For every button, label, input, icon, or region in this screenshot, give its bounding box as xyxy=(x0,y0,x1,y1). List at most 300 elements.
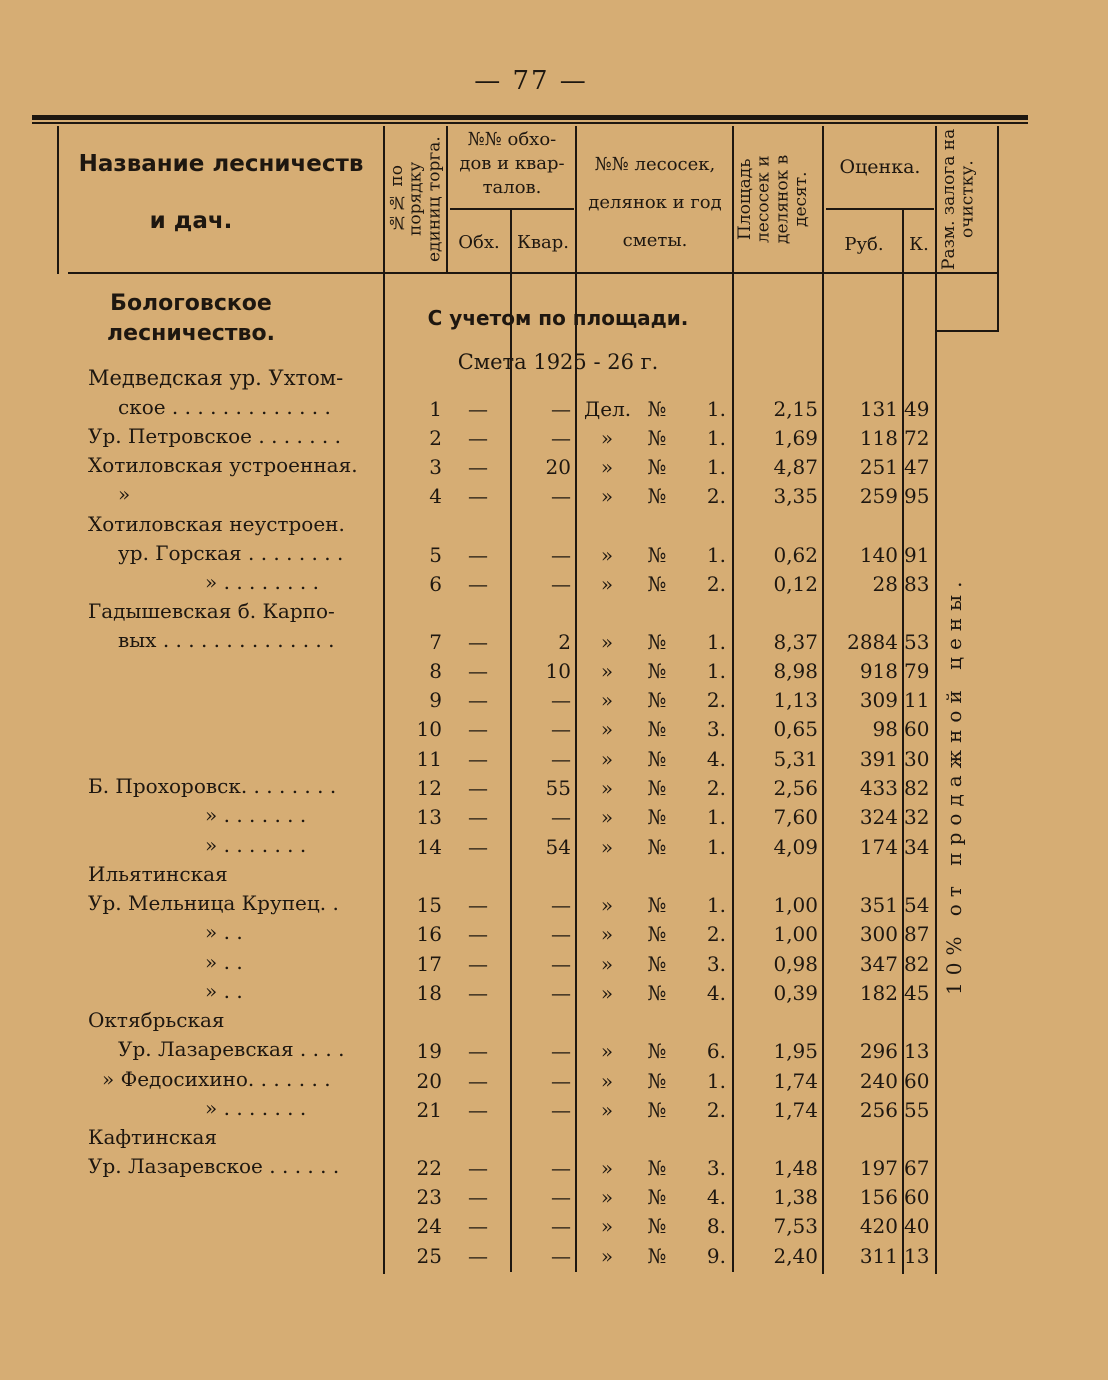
row-number: 13 xyxy=(416,805,442,829)
row-number: 5 xyxy=(429,543,442,567)
name-text: ур. Горская xyxy=(118,541,242,565)
round-number: — xyxy=(468,981,488,1005)
number-sign: № xyxy=(647,659,667,683)
round-number: — xyxy=(468,922,488,946)
rubles-value: 2884 xyxy=(847,630,898,654)
quarter-number: — xyxy=(551,981,571,1005)
rubles-value: 197 xyxy=(859,1156,898,1180)
table-row xyxy=(0,424,1108,453)
subheader-line-estimate xyxy=(826,208,934,210)
quarter-number: — xyxy=(551,572,571,596)
row-number: 24 xyxy=(416,1214,442,1238)
number-sign: № xyxy=(647,776,667,800)
row-number: 6 xyxy=(429,572,442,596)
lot-type: » xyxy=(600,776,614,800)
name-text: » xyxy=(205,920,218,944)
round-number: — xyxy=(468,952,488,976)
row-number: 23 xyxy=(416,1185,442,1209)
lot-number: 2. xyxy=(706,776,726,800)
lot-type: » xyxy=(600,426,614,450)
kopecks-value: 34 xyxy=(904,835,930,859)
section-title-line2: лесничество. xyxy=(107,321,275,346)
leader-dots: . . . . . . . . xyxy=(217,570,319,594)
table-row xyxy=(0,1096,1108,1125)
kopecks-value: 67 xyxy=(904,1156,930,1180)
rubles-value: 420 xyxy=(859,1214,898,1238)
rubles-value: 240 xyxy=(859,1069,898,1093)
deposit-note: 10% от продажной цены. xyxy=(942,574,966,996)
lot-number: 1. xyxy=(706,1069,726,1093)
name-text: ское xyxy=(118,395,166,419)
round-number: — xyxy=(468,1156,488,1180)
kopecks-value: 72 xyxy=(904,426,930,450)
kopecks-value: 32 xyxy=(904,805,930,829)
lot-number: 4. xyxy=(706,1185,726,1209)
table-row xyxy=(0,1212,1108,1241)
row-number: 11 xyxy=(416,747,442,771)
area-value: 1,69 xyxy=(773,426,818,450)
quarter-number: — xyxy=(551,1244,571,1268)
kopecks-value: 95 xyxy=(904,484,930,508)
row-number: 12 xyxy=(416,776,442,800)
lot-type: » xyxy=(600,659,614,683)
round-number: — xyxy=(468,835,488,859)
lot-number: 1. xyxy=(706,455,726,479)
section-divider xyxy=(936,330,998,332)
kopecks-value: 60 xyxy=(904,1069,930,1093)
round-number: — xyxy=(468,659,488,683)
row-number: 3 xyxy=(429,455,442,479)
rubles-value: 28 xyxy=(872,572,898,596)
lot-type: » xyxy=(600,688,614,712)
lot-number: 8. xyxy=(706,1214,726,1238)
quarter-number: — xyxy=(551,1098,571,1122)
round-number: — xyxy=(468,397,488,421)
round-number: — xyxy=(468,543,488,567)
header-rounds-line3: талов. xyxy=(482,177,542,198)
kopecks-value: 54 xyxy=(904,893,930,917)
lot-type: » xyxy=(600,1069,614,1093)
kopecks-value: 45 xyxy=(904,981,930,1005)
area-value: 3,35 xyxy=(773,484,818,508)
number-sign: № xyxy=(647,1098,667,1122)
rubles-value: 256 xyxy=(859,1098,898,1122)
header-kop: К. xyxy=(909,234,929,255)
name-text: вых xyxy=(118,628,157,652)
lot-number: 3. xyxy=(706,717,726,741)
leader-dots: . . . . . . xyxy=(262,1154,340,1178)
rubles-value: 309 xyxy=(859,688,898,712)
lot-type: » xyxy=(600,630,614,654)
area-value: 7,53 xyxy=(773,1214,818,1238)
lot-type: » xyxy=(600,835,614,859)
leader-dots: . xyxy=(326,891,339,915)
kopecks-value: 82 xyxy=(904,776,930,800)
col-divider-right xyxy=(997,126,999,332)
name-text: Ур. Мельница Крупец. xyxy=(88,891,327,915)
name-text: » xyxy=(205,979,218,1003)
round-number: — xyxy=(468,1185,488,1209)
number-sign: № xyxy=(647,455,667,479)
lot-number: 3. xyxy=(706,952,726,976)
row-number: 19 xyxy=(416,1039,442,1063)
rubles-value: 296 xyxy=(859,1039,898,1063)
quarter-number: — xyxy=(551,952,571,976)
kopecks-value: 13 xyxy=(904,1039,930,1063)
name-label: Октябрьская xyxy=(88,1008,225,1032)
kopecks-value: 55 xyxy=(904,1098,930,1122)
header-rounds xyxy=(450,128,574,200)
quarter-number: — xyxy=(551,893,571,917)
lot-type: » xyxy=(600,543,614,567)
lot-number: 2. xyxy=(706,922,726,946)
round-number: — xyxy=(468,1214,488,1238)
leader-dots: . . . . . . . . . . . . . . xyxy=(156,628,335,652)
row-number: 16 xyxy=(416,922,442,946)
area-value: 8,98 xyxy=(773,659,818,683)
area-value: 7,60 xyxy=(773,805,818,829)
number-sign: № xyxy=(647,922,667,946)
kopecks-value: 40 xyxy=(904,1214,930,1238)
area-value: 4,09 xyxy=(773,835,818,859)
header-obh: Обх. xyxy=(458,232,500,253)
rubles-value: 156 xyxy=(859,1185,898,1209)
leader-dots: . . . . . . . . xyxy=(241,541,344,565)
table-row xyxy=(0,395,1108,424)
name-text: Ур. Лазаревское xyxy=(88,1154,263,1178)
round-number: — xyxy=(468,630,488,654)
lot-number: 2. xyxy=(706,688,726,712)
lot-type: » xyxy=(600,805,614,829)
kopecks-value: 83 xyxy=(904,572,930,596)
kopecks-value: 53 xyxy=(904,630,930,654)
lot-number: 3. xyxy=(706,1156,726,1180)
row-number: 7 xyxy=(429,630,442,654)
quarter-number: — xyxy=(551,717,571,741)
number-sign: № xyxy=(647,484,667,508)
round-number: — xyxy=(468,1069,488,1093)
round-number: — xyxy=(468,805,488,829)
number-sign: № xyxy=(647,426,667,450)
rubles-value: 324 xyxy=(859,805,898,829)
lot-number: 9. xyxy=(706,1244,726,1268)
row-number: 22 xyxy=(416,1156,442,1180)
round-number: — xyxy=(468,1098,488,1122)
area-value: 1,95 xyxy=(773,1039,818,1063)
round-number: — xyxy=(468,455,488,479)
quarter-number: — xyxy=(551,426,571,450)
quarter-number: — xyxy=(551,922,571,946)
round-number: — xyxy=(468,572,488,596)
header-bottom-rule xyxy=(68,272,998,274)
quarter-number: 2 xyxy=(558,630,571,654)
leader-dots: . . . . . . . xyxy=(247,774,337,798)
lot-number: 2. xyxy=(706,572,726,596)
number-sign: № xyxy=(647,1039,667,1063)
area-value: 1,13 xyxy=(773,688,818,712)
leader-dots: . . . . . . . xyxy=(217,1096,307,1120)
lot-type: » xyxy=(600,1039,614,1063)
lot-type: Дел. xyxy=(584,397,632,421)
name-label: Хотиловская устроенная. xyxy=(88,453,358,477)
kopecks-value: 79 xyxy=(904,659,930,683)
row-number: 1 xyxy=(429,397,442,421)
rubles-value: 140 xyxy=(859,543,898,567)
number-sign: № xyxy=(647,630,667,654)
section-subtitle: С учетом по площади. xyxy=(427,306,689,330)
rubles-value: 433 xyxy=(859,776,898,800)
lot-type: » xyxy=(600,952,614,976)
number-sign: № xyxy=(647,1185,667,1209)
kopecks-value: 60 xyxy=(904,717,930,741)
row-number: 25 xyxy=(416,1244,442,1268)
number-sign: № xyxy=(647,1156,667,1180)
round-number: — xyxy=(468,747,488,771)
number-sign: № xyxy=(647,397,667,421)
lot-number: 4. xyxy=(706,747,726,771)
kopecks-value: 60 xyxy=(904,1185,930,1209)
number-sign: № xyxy=(647,981,667,1005)
lot-number: 1. xyxy=(706,543,726,567)
number-sign: № xyxy=(647,1069,667,1093)
number-sign: № xyxy=(647,717,667,741)
lot-type: » xyxy=(600,981,614,1005)
lot-type: » xyxy=(600,484,614,508)
quarter-number: — xyxy=(551,1214,571,1238)
row-number: 14 xyxy=(416,835,442,859)
round-number: — xyxy=(468,1039,488,1063)
lot-number: 1. xyxy=(706,805,726,829)
area-value: 1,74 xyxy=(773,1069,818,1093)
kopecks-value: 91 xyxy=(904,543,930,567)
rubles-value: 391 xyxy=(859,747,898,771)
header-name-line1: Название лесничеств xyxy=(78,151,364,177)
section-title-line1: Бологовское xyxy=(110,291,272,316)
area-value: 0,62 xyxy=(773,543,818,567)
header-rub: Руб. xyxy=(844,234,884,255)
lot-number: 2. xyxy=(706,484,726,508)
leader-dots: . . . . . . . xyxy=(217,803,307,827)
header-kvar: Квар. xyxy=(516,232,570,253)
subheader-line-rounds xyxy=(450,208,574,210)
lot-number: 1. xyxy=(706,397,726,421)
name-text: Ур. Лазаревская xyxy=(118,1037,294,1061)
rubles-value: 174 xyxy=(859,835,898,859)
area-value: 5,31 xyxy=(773,747,818,771)
name-label: Гадышевская б. Карпо- xyxy=(88,599,335,623)
name-text: Ур. Петровское xyxy=(88,424,252,448)
quarter-number: — xyxy=(551,484,571,508)
area-value: 4,87 xyxy=(773,455,818,479)
round-number: — xyxy=(468,484,488,508)
quarter-number: — xyxy=(551,1156,571,1180)
header-order-col: №№ по порядку единиц торга. xyxy=(387,136,445,262)
table-left-border xyxy=(57,126,59,274)
row-number: 2 xyxy=(429,426,442,450)
name-text: » xyxy=(205,1096,218,1120)
rubles-value: 118 xyxy=(859,426,898,450)
round-number: — xyxy=(468,426,488,450)
number-sign: № xyxy=(647,688,667,712)
table-row xyxy=(0,1242,1108,1271)
header-rounds-line2: дов и квар- xyxy=(459,153,565,174)
header-rounds-line1: №№ обхо- xyxy=(467,129,557,150)
name-text: Б. Прохоровск. xyxy=(88,774,248,798)
area-value: 0,12 xyxy=(773,572,818,596)
kopecks-value: 47 xyxy=(904,455,930,479)
number-sign: № xyxy=(647,543,667,567)
lot-type: » xyxy=(600,922,614,946)
rubles-value: 259 xyxy=(859,484,898,508)
row-number: 9 xyxy=(429,688,442,712)
header-area-col: Площадь лесосек и делянок в десят. xyxy=(735,154,812,244)
row-number: 15 xyxy=(416,893,442,917)
row-number: 17 xyxy=(416,952,442,976)
rubles-value: 347 xyxy=(859,952,898,976)
area-value: 1,38 xyxy=(773,1185,818,1209)
col-divider-num xyxy=(446,126,448,274)
number-sign: № xyxy=(647,747,667,771)
row-number: 10 xyxy=(416,717,442,741)
name-label: Медведская ур. Ухтом- xyxy=(88,366,344,390)
area-value: 8,37 xyxy=(773,630,818,654)
round-number: — xyxy=(468,893,488,917)
quarter-number: — xyxy=(551,747,571,771)
lot-type: » xyxy=(600,1098,614,1122)
number-sign: № xyxy=(647,805,667,829)
kopecks-value: 82 xyxy=(904,952,930,976)
name-label: Кафтинская xyxy=(88,1125,218,1149)
kopecks-value: 11 xyxy=(904,688,930,712)
header-name-line2: и дач. xyxy=(149,207,233,234)
area-value: 1,74 xyxy=(773,1098,818,1122)
rubles-value: 311 xyxy=(859,1244,898,1268)
quarter-number: 54 xyxy=(545,835,571,859)
lot-number: 6. xyxy=(706,1039,726,1063)
rubles-value: 98 xyxy=(872,717,898,741)
lot-type: » xyxy=(600,1244,614,1268)
header-estimate: Оценка. xyxy=(839,156,921,178)
quarter-number: — xyxy=(551,397,571,421)
rubles-value: 251 xyxy=(859,455,898,479)
leader-dots: . . . . . . . xyxy=(247,1067,331,1091)
quarter-number: 10 xyxy=(545,659,571,683)
table-row xyxy=(0,1183,1108,1212)
quarter-number: — xyxy=(551,1185,571,1209)
round-number: — xyxy=(468,688,488,712)
number-sign: № xyxy=(647,1214,667,1238)
section-smeta: Смета 1925 - 26 г. xyxy=(457,350,659,374)
kopecks-value: 49 xyxy=(904,397,930,421)
kopecks-value: 87 xyxy=(904,922,930,946)
quarter-number: — xyxy=(551,1069,571,1093)
rubles-value: 300 xyxy=(859,922,898,946)
name-text: » Федосихино xyxy=(102,1067,248,1091)
leader-dots: . . xyxy=(217,920,243,944)
lot-number: 1. xyxy=(706,893,726,917)
quarter-number: — xyxy=(551,805,571,829)
lot-type: » xyxy=(600,747,614,771)
rubles-value: 131 xyxy=(859,397,898,421)
name-label: » xyxy=(118,482,131,506)
leader-dots: . . xyxy=(217,979,243,1003)
quarter-number: — xyxy=(551,543,571,567)
header-lots-line2: делянок и год xyxy=(588,192,722,213)
lot-number: 1. xyxy=(706,630,726,654)
name-text: » xyxy=(205,570,218,594)
header-lots xyxy=(578,146,732,260)
quarter-number: 55 xyxy=(545,776,571,800)
rubles-value: 182 xyxy=(859,981,898,1005)
lot-number: 4. xyxy=(706,981,726,1005)
lot-type: » xyxy=(600,717,614,741)
top-rule-thin xyxy=(32,122,1028,124)
header-lots-line1: №№ лесосек, xyxy=(594,154,716,175)
round-number: — xyxy=(468,717,488,741)
lot-type: » xyxy=(600,455,614,479)
area-value: 0,65 xyxy=(773,717,818,741)
number-sign: № xyxy=(647,835,667,859)
kopecks-value: 30 xyxy=(904,747,930,771)
leader-dots: . . xyxy=(217,950,243,974)
leader-dots: . . . . xyxy=(293,1037,345,1061)
name-text: » xyxy=(205,803,218,827)
area-value: 2,15 xyxy=(773,397,818,421)
kopecks-value: 13 xyxy=(904,1244,930,1268)
table-row xyxy=(0,1154,1108,1183)
name-text: » xyxy=(205,833,218,857)
name-label: Хотиловская неустроен. xyxy=(88,512,345,536)
lot-type: » xyxy=(600,1185,614,1209)
rubles-value: 918 xyxy=(859,659,898,683)
number-sign: № xyxy=(647,1244,667,1268)
area-value: 1,48 xyxy=(773,1156,818,1180)
quarter-number: — xyxy=(551,688,571,712)
lot-type: » xyxy=(600,893,614,917)
round-number: — xyxy=(468,776,488,800)
leader-dots: . . . . . . . xyxy=(252,424,342,448)
header-lots-line3: сметы. xyxy=(622,230,688,251)
lot-number: 1. xyxy=(706,835,726,859)
top-rule xyxy=(32,115,1028,120)
quarter-number: — xyxy=(551,1039,571,1063)
round-number: — xyxy=(468,1244,488,1268)
lot-type: » xyxy=(600,1214,614,1238)
lot-type: » xyxy=(600,572,614,596)
row-number: 21 xyxy=(416,1098,442,1122)
row-number: 20 xyxy=(416,1069,442,1093)
row-number: 18 xyxy=(416,981,442,1005)
area-value: 2,56 xyxy=(773,776,818,800)
number-sign: № xyxy=(647,572,667,596)
leader-dots: . . . . . . . xyxy=(217,833,307,857)
lot-number: 1. xyxy=(706,659,726,683)
number-sign: № xyxy=(647,893,667,917)
rubles-value: 351 xyxy=(859,893,898,917)
area-value: 0,98 xyxy=(773,952,818,976)
page-number: — 77 — xyxy=(474,66,588,96)
area-value: 1,00 xyxy=(773,893,818,917)
area-value: 0,39 xyxy=(773,981,818,1005)
area-value: 2,40 xyxy=(773,1244,818,1268)
lot-type: » xyxy=(600,1156,614,1180)
lot-number: 1. xyxy=(706,426,726,450)
name-label: Ильятинская xyxy=(88,862,228,886)
area-value: 1,00 xyxy=(773,922,818,946)
row-number: 8 xyxy=(429,659,442,683)
quarter-number: 20 xyxy=(545,455,571,479)
lot-number: 2. xyxy=(706,1098,726,1122)
